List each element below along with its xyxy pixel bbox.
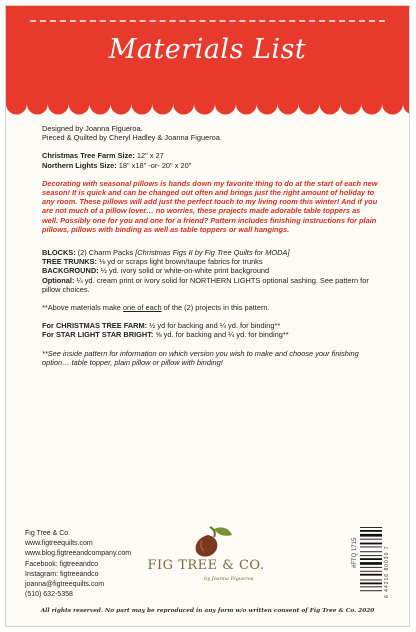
trunks-line: [42, 257, 378, 266]
email-link[interactable]: joanna@figtreequilts.com: [25, 581, 105, 589]
backing-label: For STAR LIGHT STAR BRIGHT:: [42, 330, 154, 340]
blocks-line: [42, 248, 378, 257]
pattern-back-cover: [5, 5, 410, 627]
background-value: ½ yd. ivory solid or white-on-white print background: [98, 266, 270, 276]
blog-link[interactable]: www.blog.figtreeandcompany.com: [25, 550, 132, 558]
brand-logo: [146, 521, 266, 596]
copyright-notice: All rights reserved. No part may be reproduced in any form w/o written consent of Fig Tree & Co. 2020: [40, 608, 375, 614]
phone-number: (510) 632-5358: [25, 591, 73, 599]
background-label: BACKGROUND:: [42, 266, 99, 276]
see-inside-note: **See inside pattern for information on which version you wish to make and choose your finishing option… table topper, plain pillow or pillow with binding!: [42, 348, 359, 367]
size-value: 12" x 27: [134, 151, 164, 161]
scallop-edge: [6, 102, 409, 124]
backing-line: [42, 321, 378, 330]
sku-code: #FTQ 1715: [352, 537, 358, 568]
barcode-number: 6 44216 80030 7: [384, 545, 390, 598]
size-value: 18" x18" -or- 20" x 20": [116, 160, 192, 170]
blocks-value: (2) Charm Packs: [75, 248, 136, 258]
background-line: [42, 266, 378, 275]
stitch-line: [30, 20, 385, 22]
optional-label: Optional:: [42, 275, 75, 285]
size-label: Christmas Tree Farm Size:: [42, 151, 135, 161]
barcode: [360, 526, 382, 594]
size-line: [42, 161, 378, 170]
brand-name: FIG TREE & CO.: [147, 558, 265, 573]
optional-value: ¼ yd. cream print or ivory solid for NORTHERN LIGHTS optional sashing. See pattern for pillow choices.: [42, 275, 369, 294]
company-name: Fig Tree & Co.: [25, 530, 71, 537]
blocks-label: BLOCKS:: [42, 248, 76, 258]
size-line: [42, 151, 378, 160]
trunks-value: ⅛ yd or scraps light brown/taupe fabrics for trunks: [97, 257, 263, 267]
quilter-credit: Pieced & Quilted by Cheryl Hadley & Joanna Figueroa.: [42, 133, 222, 143]
blocks-note: [Christmas Figs II by Fig Tree Quilts for MODA]: [135, 248, 290, 258]
page-title: Materials List: [108, 34, 307, 65]
brand-signature: by Joanna Figueroa: [204, 576, 254, 582]
backing-line: [42, 330, 378, 339]
facebook-handle: Facebook: figtreeandco: [25, 560, 99, 568]
backing-value: ⅝ yd. for backing and ¼ yd. for binding**: [153, 330, 289, 340]
designer-credit: Designed by Joanna Figueroa.: [42, 124, 143, 133]
size-label: Northern Lights Size:: [42, 160, 117, 170]
trunks-label: TREE TRUNKS:: [42, 257, 98, 267]
backing-value: ½ yd for backing and ¼ yd. for binding**: [147, 321, 281, 331]
materials-note: **Above materials make one of each of the (2) projects in this pattern.: [42, 303, 270, 313]
materials-content: [42, 124, 378, 367]
instagram-handle: Instagram: figtreeandco: [25, 570, 99, 578]
optional-line: [42, 276, 378, 294]
website-link[interactable]: www.figtreequilts.com: [25, 540, 93, 548]
intro-paragraph: Decorating with seasonal pillows is hands down my favorite thing to do at the start of each new season! It is quick and can be changed out often and brings just the right amount of holiday to any room. These pillows will add just the perfect touch to my living room this winter! And if you are not much of a pillow lover… no worries, these projects made adorable table toppers as well. Possibly one for you and one for a friend? Pattern includes finishing instructions for plain pillows, pillows with binding as well as table toppers or wall hangings.: [42, 178, 378, 234]
fig-icon: [174, 525, 238, 559]
backing-label: For CHRISTMAS TREE FARM:: [42, 321, 148, 331]
contact-info: [25, 529, 131, 600]
header-banner: [6, 6, 409, 104]
